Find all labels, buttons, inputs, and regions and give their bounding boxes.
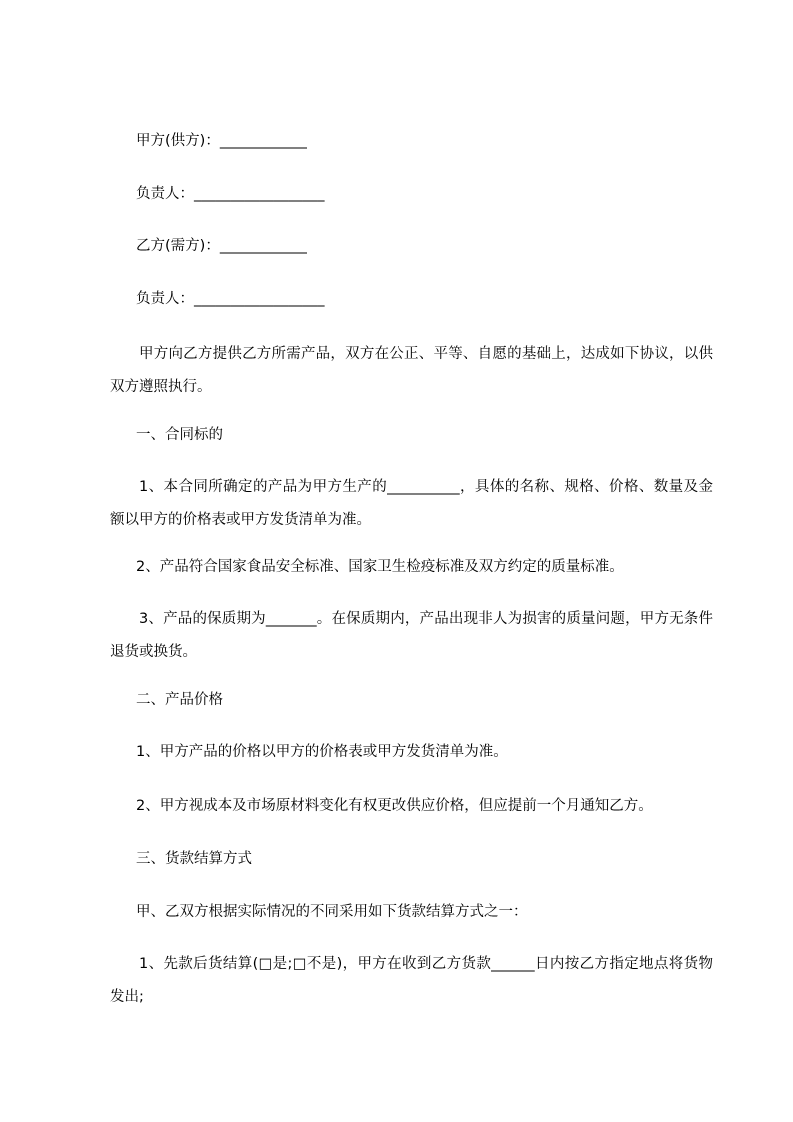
section-2-heading: 二、产品价格 <box>136 692 223 708</box>
intro-paragraph: 甲方向乙方提供乙方所需产品，双方在公正、平等、自愿的基础上，达成如下协议，以供双方遵照执行。 <box>110 346 713 395</box>
party-b-line: 乙方(需方)：____________ <box>136 238 307 254</box>
section-1-item-2: 2、产品符合国家食品安全标准、国家卫生检疫标准及双方约定的质量标准。 <box>136 559 624 575</box>
section-2-item-1: 1、甲方产品的价格以甲方的价格表或甲方发货清单为准。 <box>136 744 508 760</box>
section-3-lead: 甲、乙双方根据实际情况的不同采用如下货款结算方式之一： <box>136 904 528 920</box>
section-1-item-3: 3、产品的保质期为_______。在保质期内，产品出现非人为损害的质量问题，甲方无条件退货或换货。 <box>110 611 713 660</box>
section-1-item-1: 1、本合同所确定的产品为甲方生产的__________，具体的名称、规格、价格、数量及金额以甲方的价格表或甲方发货清单为准。 <box>110 479 713 528</box>
party-a-line: 甲方(供方)：____________ <box>136 133 307 149</box>
section-1-heading: 一、合同标的 <box>136 427 223 443</box>
section-3-heading: 三、货款结算方式 <box>136 851 252 867</box>
party-b-representative-line: 负责人：__________________ <box>136 291 325 307</box>
section-2-item-2: 2、甲方视成本及市场原材料变化有权更改供应价格，但应提前一个月通知乙方。 <box>136 798 653 814</box>
party-a-representative-line: 负责人：__________________ <box>136 186 325 202</box>
section-3-item-1: 1、先款后货结算(□是;□不是)，甲方在收到乙方货款______日内按乙方指定地点将货物发出; <box>110 956 713 1005</box>
